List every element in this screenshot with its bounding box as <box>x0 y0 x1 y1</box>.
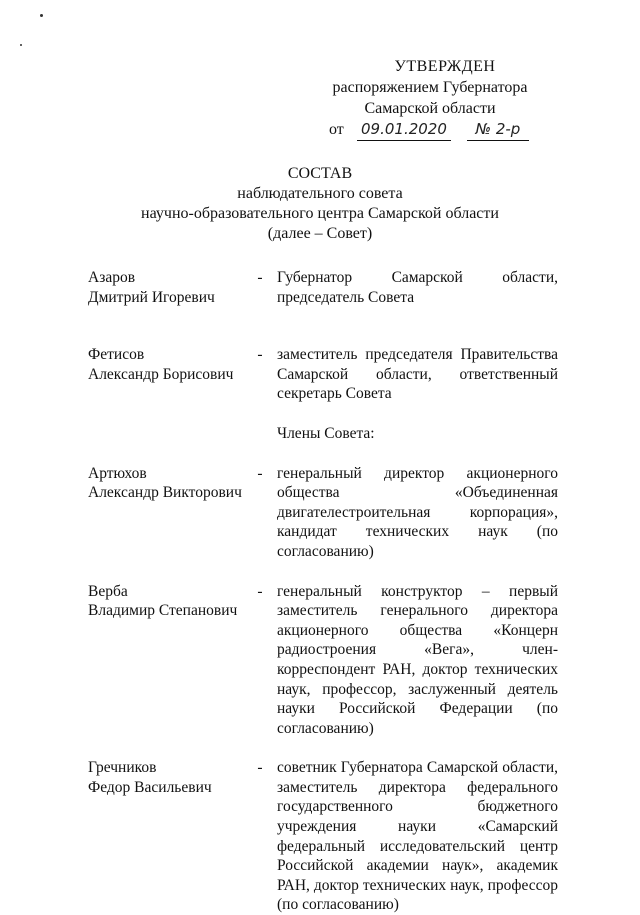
members-subheading: Члены Совета: <box>277 424 375 442</box>
member-name <box>88 582 253 621</box>
member-dash: - <box>257 759 263 777</box>
member-surname: Азаров <box>88 269 136 286</box>
member-given-names: Владимир Степанович <box>88 602 238 620</box>
member-role: Губернатор Самарской области, председатель Совета <box>277 269 558 306</box>
member-dash: - <box>257 269 263 286</box>
document-heading <box>100 164 540 244</box>
handwritten-number: № 2-р <box>467 119 529 141</box>
member-role: заместитель председателя Правительства Самарской области, ответственный секретарь Совета <box>277 346 558 403</box>
member-role: советник Губернатора Самарской области, заместитель директора федерального государственного бюджетного учреждения науки «Самарский федеральный исследовательский центр Российской академии наук», академик РАН, доктор технических наук, профессор (по согласованию) <box>277 759 558 914</box>
member-dash: - <box>257 582 263 600</box>
council-member-secretary <box>88 345 558 404</box>
handwritten-date: 09.01.2020 <box>357 119 451 141</box>
approval-title: УТВЕРЖДЕН <box>394 58 496 75</box>
member-name <box>88 464 253 503</box>
member-given-names: Федор Васильевич <box>88 778 212 796</box>
member-given-names: Александр Викторович <box>88 484 242 502</box>
council-member-chair <box>88 268 558 307</box>
member-name <box>88 758 253 797</box>
scan-speck <box>40 14 43 17</box>
member-surname: Гречников <box>88 759 157 777</box>
member-role: генеральный конструктор – первый заместитель генерального директора акционерного общества «Концерн радиостроения «Вега», член-корреспондент РАН, доктор технических наук, профессор, заслуженный деятель науки Российской Федерации (по согласованию) <box>277 582 558 737</box>
council-list <box>88 268 558 915</box>
council-member <box>88 582 558 739</box>
member-dash: - <box>257 346 263 364</box>
heading-line-3: (далее – Совет) <box>267 225 373 242</box>
council-member <box>88 758 558 915</box>
member-dash: - <box>257 464 263 482</box>
approval-stamp <box>300 56 560 141</box>
approval-date-line <box>329 119 560 141</box>
heading-line-1: наблюдательного совета <box>237 185 403 202</box>
heading-line-2: научно-образовательного центра Самарской области <box>141 205 499 222</box>
approval-line-2: Самарской области <box>364 100 496 117</box>
member-name <box>88 345 253 384</box>
member-name <box>88 268 253 307</box>
council-member <box>88 464 558 562</box>
member-surname: Фетисов <box>88 346 145 364</box>
approval-line-1: распоряжением Губернатора <box>332 79 528 96</box>
date-prefix: от <box>329 121 344 138</box>
member-role: генеральный директор акционерного общества «Объединенная двигателестроительная корпорация», кандидат технических наук (по согласованию) <box>277 464 558 560</box>
member-given-names: Александр Борисович <box>88 365 234 383</box>
scan-speck <box>20 44 22 46</box>
heading-title: СОСТАВ <box>287 165 353 182</box>
member-surname: Артюхов <box>88 464 147 482</box>
member-given-names: Дмитрий Игоревич <box>88 288 215 306</box>
member-surname: Верба <box>88 582 128 600</box>
